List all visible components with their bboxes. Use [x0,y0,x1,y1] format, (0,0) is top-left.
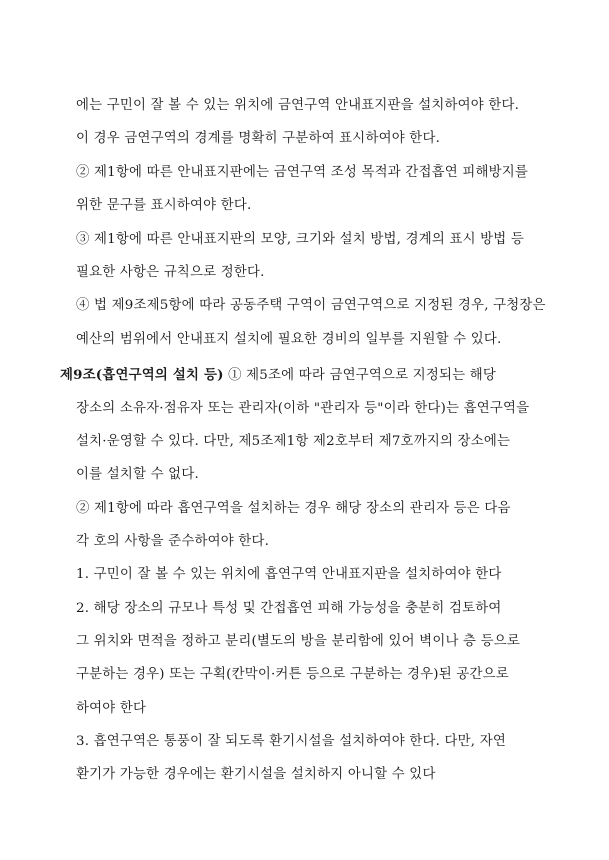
text-line: ③ 제1항에 따른 안내표지판의 모양, 크기와 설치 방법, 경계의 표시 방법 등 [76,232,525,247]
text-line: 이를 설치할 수 없다. [76,467,199,482]
text-line: 에는 구민이 잘 볼 수 있는 위치에 금연구역 안내표지판을 설치하여야 한다. [76,98,520,113]
text-line: 하여야 한다 [76,701,147,716]
text-line: 구분하는 경우) 또는 구획(칸막이·커튼 등으로 구분하는 경우)된 공간으로 [76,667,509,682]
text-line: 1. 구민이 잘 볼 수 있는 위치에 흡연구역 안내표지판을 설치하여야 한다 [76,567,502,582]
text-line: 예산의 범위에서 안내표지 설치에 필요한 경비의 일부를 지원할 수 있다. [76,332,502,347]
text-line: 각 호의 사항을 준수하여야 한다. [76,534,270,549]
text-line: 위한 문구를 표시하여야 한다. [76,198,252,213]
article-heading-line [60,366,552,385]
text-line: 장소의 소유자·점유자 또는 관리자(이하 "관리자 등"이라 한다)는 흡연구역을 [76,401,530,416]
text-line: 3. 흡연구역은 통풍이 잘 되도록 환기시설을 설치하여야 한다. 다만, 자연 [76,734,506,749]
text-line: 이 경우 금연구역의 경계를 명확히 구분하여 표시하여야 한다. [76,131,441,146]
text-span: ① 제5조에 따라 금연구역으로 지정되는 해당 [223,368,497,383]
text-line: 환기가 가능한 경우에는 환기시설을 설치하지 아니할 수 있다 [76,767,436,782]
text-line: 그 위치와 면적을 정하고 분리(별도의 방을 분리함에 있어 벽이나 층 등으로 [76,634,521,649]
text-line: ② 제1항에 따른 안내표지판에는 금연구역 조성 목적과 간접흡연 피해방지를 [76,165,529,180]
article-title: 제9조(흡연구역의 설치 등) [60,367,224,383]
text-line: ② 제1항에 따라 흡연구역을 설치하는 경우 해당 장소의 관리자 등은 다음 [76,501,511,516]
text-line: 2. 해당 장소의 규모나 특성 및 간접흡연 피해 가능성을 충분히 검토하여 [76,601,502,616]
text-line: ④ 법 제9조제5항에 따라 공동주택 구역이 금연구역으로 지정된 경우, 구청장은 [76,298,546,313]
text-line: 필요한 사항은 규칙으로 정한다. [76,265,265,280]
text-line: 설치·운영할 수 있다. 다만, 제5조제1항 제2호부터 제7호까지의 장소에는 [76,434,511,449]
